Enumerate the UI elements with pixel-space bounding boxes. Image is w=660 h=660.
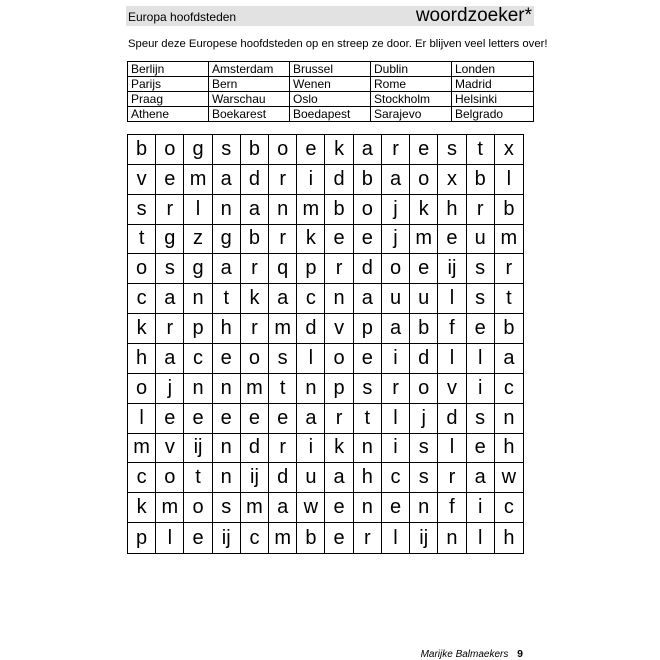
grid-cell[interactable]: m — [269, 523, 297, 553]
grid-cell[interactable]: e — [241, 404, 269, 434]
grid-cell[interactable]: n — [438, 523, 466, 553]
page-header — [126, 6, 534, 26]
grid-cell[interactable]: ij — [438, 254, 466, 284]
grid-cell[interactable]: g — [156, 225, 184, 255]
grid-cell[interactable]: i — [382, 434, 410, 464]
grid-cell[interactable]: j — [410, 404, 438, 434]
grid-cell[interactable]: x — [495, 135, 523, 165]
grid-cell[interactable]: d — [241, 165, 269, 195]
grid-cell[interactable]: a — [156, 344, 184, 374]
grid-cell[interactable]: r — [438, 463, 466, 493]
grid-cell[interactable]: n — [184, 374, 212, 404]
grid-cell[interactable]: a — [495, 344, 523, 374]
grid-cell[interactable]: ij — [410, 523, 438, 553]
grid-cell[interactable]: e — [213, 344, 241, 374]
grid-cell[interactable]: ij — [184, 434, 212, 464]
grid-cell[interactable]: m — [410, 225, 438, 255]
grid-cell[interactable]: n — [325, 284, 353, 314]
grid-cell[interactable]: m — [297, 195, 325, 225]
grid-cell[interactable]: g — [184, 254, 212, 284]
grid-cell[interactable]: e — [325, 493, 353, 523]
instruction-text: Speur deze Europese hoofdsteden op en streep ze door. Er blijven veel letters over! — [128, 38, 548, 50]
grid-cell[interactable]: k — [297, 225, 325, 255]
grid-cell[interactable]: r — [269, 165, 297, 195]
grid-cell[interactable]: f — [438, 493, 466, 523]
word-list-row — [128, 92, 534, 107]
grid-cell[interactable]: r — [269, 434, 297, 464]
grid-cell[interactable]: h — [438, 195, 466, 225]
grid-cell[interactable]: b — [297, 523, 325, 553]
grid-cell[interactable]: b — [325, 195, 353, 225]
word-list-row — [128, 62, 534, 77]
grid-cell[interactable]: t — [495, 284, 523, 314]
grid-cell[interactable]: e — [156, 165, 184, 195]
grid-cell[interactable]: e — [354, 344, 382, 374]
grid-cell[interactable]: r — [241, 314, 269, 344]
grid-cell[interactable]: v — [156, 434, 184, 464]
grid-cell[interactable]: e — [184, 523, 212, 553]
grid-cell[interactable]: i — [467, 493, 495, 523]
grid-cell[interactable]: m — [241, 374, 269, 404]
grid-cell[interactable]: l — [467, 344, 495, 374]
grid-cell[interactable]: r — [156, 195, 184, 225]
grid-cell[interactable]: a — [467, 463, 495, 493]
grid-cell[interactable]: c — [128, 463, 156, 493]
grid-cell[interactable]: i — [382, 344, 410, 374]
grid-cell[interactable]: h — [128, 344, 156, 374]
grid-cell[interactable]: j — [156, 374, 184, 404]
grid-cell[interactable]: w — [495, 463, 523, 493]
word-list-item: Londen — [452, 62, 534, 77]
grid-cell[interactable]: a — [213, 254, 241, 284]
grid-cell[interactable]: s — [269, 344, 297, 374]
page-number: 9 — [517, 648, 523, 660]
word-list-item: Helsinki — [452, 92, 534, 107]
grid-cell[interactable]: b — [495, 195, 523, 225]
grid-cell[interactable]: e — [410, 135, 438, 165]
grid-cell[interactable]: o — [410, 165, 438, 195]
grid-cell[interactable]: a — [241, 195, 269, 225]
grid-cell[interactable]: i — [297, 165, 325, 195]
grid-cell[interactable]: d — [297, 314, 325, 344]
word-list-item: Belgrado — [452, 107, 534, 122]
grid-cell[interactable]: d — [438, 404, 466, 434]
grid-cell[interactable]: o — [241, 344, 269, 374]
grid-cell[interactable]: e — [467, 314, 495, 344]
grid-cell[interactable]: e — [184, 404, 212, 434]
grid-cell[interactable]: q — [269, 254, 297, 284]
grid-cell[interactable]: k — [325, 135, 353, 165]
grid-cell[interactable]: k — [241, 284, 269, 314]
grid-cell[interactable]: n — [297, 374, 325, 404]
grid-cell[interactable]: t — [354, 404, 382, 434]
grid-cell[interactable]: p — [325, 374, 353, 404]
word-list-item: Amsterdam — [209, 62, 290, 77]
grid-cell[interactable]: d — [410, 344, 438, 374]
grid-cell[interactable]: r — [269, 225, 297, 255]
grid-cell[interactable]: k — [410, 195, 438, 225]
grid-cell[interactable]: d — [269, 463, 297, 493]
grid-cell[interactable]: z — [184, 225, 212, 255]
grid-cell[interactable]: s — [354, 374, 382, 404]
grid-cell[interactable]: s — [213, 135, 241, 165]
grid-cell[interactable]: x — [438, 165, 466, 195]
grid-cell[interactable]: s — [213, 493, 241, 523]
grid-cell[interactable]: c — [184, 344, 212, 374]
word-list-item: Warschau — [209, 92, 290, 107]
grid-cell[interactable]: c — [241, 523, 269, 553]
grid-cell[interactable]: o — [184, 493, 212, 523]
grid-cell[interactable]: t — [467, 135, 495, 165]
grid-cell[interactable]: r — [241, 254, 269, 284]
grid-cell[interactable]: n — [184, 284, 212, 314]
grid-cell[interactable]: u — [297, 463, 325, 493]
grid-cell[interactable]: s — [410, 463, 438, 493]
grid-cell[interactable]: a — [269, 493, 297, 523]
word-list-item: Dublin — [371, 62, 452, 77]
grid-cell[interactable]: l — [467, 523, 495, 553]
grid-cell[interactable]: e — [325, 523, 353, 553]
grid-cell[interactable]: c — [382, 463, 410, 493]
grid-cell[interactable]: r — [467, 195, 495, 225]
grid-cell[interactable]: m — [495, 225, 523, 255]
word-list-item: Boekarest — [209, 107, 290, 122]
grid-cell[interactable]: n — [213, 463, 241, 493]
word-list-item: Rome — [371, 77, 452, 92]
grid-cell[interactable]: v — [128, 165, 156, 195]
grid-cell[interactable]: p — [184, 314, 212, 344]
word-list-item: Praag — [128, 92, 209, 107]
grid-cell[interactable]: a — [297, 404, 325, 434]
grid-cell[interactable]: o — [269, 135, 297, 165]
grid-cell[interactable]: b — [354, 165, 382, 195]
word-list-table — [127, 61, 534, 122]
grid-cell[interactable]: a — [354, 284, 382, 314]
grid-cell[interactable]: r — [382, 374, 410, 404]
grid-cell[interactable]: s — [467, 404, 495, 434]
grid-cell[interactable]: r — [325, 404, 353, 434]
grid-cell[interactable]: e — [410, 254, 438, 284]
grid-cell[interactable]: e — [156, 404, 184, 434]
grid-cell[interactable]: b — [467, 165, 495, 195]
grid-cell[interactable]: l — [382, 404, 410, 434]
grid-cell[interactable]: n — [213, 374, 241, 404]
grid-cell[interactable]: o — [325, 344, 353, 374]
word-list-item: Madrid — [452, 77, 534, 92]
grid-cell[interactable]: u — [382, 284, 410, 314]
grid-cell[interactable]: a — [354, 135, 382, 165]
grid-cell[interactable]: m — [156, 493, 184, 523]
footer-author: Marijke Balmaekers — [420, 649, 509, 660]
grid-cell[interactable]: b — [495, 314, 523, 344]
grid-cell[interactable]: a — [156, 284, 184, 314]
grid-cell[interactable]: b — [128, 135, 156, 165]
grid-cell[interactable]: l — [495, 165, 523, 195]
grid-cell[interactable]: o — [382, 254, 410, 284]
header-title: woordzoeker* — [415, 5, 532, 26]
grid-cell[interactable]: f — [438, 314, 466, 344]
grid-cell[interactable]: l — [438, 284, 466, 314]
grid-cell[interactable]: l — [128, 404, 156, 434]
grid-cell[interactable]: n — [354, 434, 382, 464]
grid-cell[interactable]: m — [241, 493, 269, 523]
word-list-item: Stockholm — [371, 92, 452, 107]
grid-cell[interactable]: i — [467, 374, 495, 404]
grid-cell[interactable]: o — [156, 463, 184, 493]
grid-cell[interactable]: n — [410, 493, 438, 523]
grid-cell[interactable]: a — [213, 165, 241, 195]
grid-cell[interactable]: s — [467, 254, 495, 284]
word-list-row — [128, 77, 534, 92]
grid-cell[interactable]: c — [495, 374, 523, 404]
grid-cell[interactable]: r — [495, 254, 523, 284]
grid-cell[interactable]: k — [128, 493, 156, 523]
grid-cell[interactable]: r — [354, 523, 382, 553]
grid-cell[interactable]: b — [410, 314, 438, 344]
word-list-item: Athene — [128, 107, 209, 122]
grid-cell[interactable]: o — [128, 374, 156, 404]
word-list-item: Wenen — [290, 77, 371, 92]
grid-cell[interactable]: p — [354, 314, 382, 344]
grid-cell[interactable]: d — [241, 434, 269, 464]
grid-cell[interactable]: e — [354, 225, 382, 255]
grid-cell[interactable]: e — [297, 135, 325, 165]
grid-cell[interactable]: p — [128, 523, 156, 553]
word-list-item: Berlijn — [128, 62, 209, 77]
grid-cell[interactable]: a — [325, 463, 353, 493]
grid-cell[interactable]: d — [354, 254, 382, 284]
grid-cell[interactable]: n — [354, 493, 382, 523]
grid-cell[interactable]: p — [297, 254, 325, 284]
grid-cell[interactable]: a — [382, 165, 410, 195]
grid-cell[interactable]: m — [269, 314, 297, 344]
grid-cell[interactable]: u — [410, 284, 438, 314]
grid-cell[interactable]: a — [382, 314, 410, 344]
grid-cell[interactable]: s — [438, 135, 466, 165]
grid-cell[interactable]: c — [297, 284, 325, 314]
grid-cell[interactable]: e — [438, 225, 466, 255]
grid-cell[interactable]: r — [325, 254, 353, 284]
grid-cell[interactable]: l — [297, 344, 325, 374]
grid-cell[interactable]: h — [354, 463, 382, 493]
grid-cell[interactable]: w — [297, 493, 325, 523]
grid-cell[interactable]: g — [213, 225, 241, 255]
word-list-item: Sarajevo — [371, 107, 452, 122]
word-list-item: Parijs — [128, 77, 209, 92]
grid-cell[interactable]: n — [213, 195, 241, 225]
grid-cell[interactable]: r — [382, 135, 410, 165]
word-list-item: Bern — [209, 77, 290, 92]
word-list-item: Oslo — [290, 92, 371, 107]
page-footer — [421, 648, 523, 660]
grid-cell[interactable]: o — [410, 374, 438, 404]
grid-cell[interactable]: e — [467, 434, 495, 464]
grid-cell[interactable]: e — [213, 404, 241, 434]
letter-grid — [127, 134, 524, 554]
grid-cell[interactable]: c — [495, 493, 523, 523]
grid-cell[interactable]: s — [156, 254, 184, 284]
grid-cell[interactable]: n — [495, 404, 523, 434]
grid-cell[interactable]: t — [213, 284, 241, 314]
grid-cell[interactable]: o — [354, 195, 382, 225]
grid-cell[interactable]: s — [128, 195, 156, 225]
grid-cell[interactable]: c — [128, 284, 156, 314]
grid-cell[interactable]: m — [128, 434, 156, 464]
grid-cell[interactable]: e — [325, 225, 353, 255]
grid-cell[interactable]: j — [382, 225, 410, 255]
grid-cell[interactable]: r — [156, 314, 184, 344]
grid-cell[interactable]: t — [269, 374, 297, 404]
grid-cell[interactable]: b — [241, 225, 269, 255]
header-subject: Europa hoofdsteden — [128, 10, 237, 24]
grid-cell[interactable]: k — [325, 434, 353, 464]
grid-cell[interactable]: n — [269, 195, 297, 225]
grid-cell[interactable]: i — [297, 434, 325, 464]
grid-cell[interactable]: s — [410, 434, 438, 464]
grid-cell[interactable]: k — [128, 314, 156, 344]
grid-cell[interactable]: e — [269, 404, 297, 434]
grid-cell[interactable]: ij — [241, 463, 269, 493]
grid-cell[interactable]: o — [128, 254, 156, 284]
grid-cell[interactable]: t — [128, 225, 156, 255]
word-list-item: Boedapest — [290, 107, 371, 122]
grid-cell[interactable]: t — [184, 463, 212, 493]
grid-cell[interactable]: l — [438, 344, 466, 374]
grid-cell[interactable]: h — [503, 526, 515, 549]
grid-cell[interactable]: v — [325, 314, 353, 344]
grid-cell[interactable]: l — [156, 523, 184, 553]
grid-cell[interactable]: o — [156, 135, 184, 165]
grid-cell[interactable]: b — [241, 135, 269, 165]
grid-cell[interactable]: ij — [213, 523, 241, 553]
grid-cell[interactable]: u — [467, 225, 495, 255]
grid-cell[interactable]: n — [213, 434, 241, 464]
grid-cell[interactable]: h — [495, 434, 523, 464]
word-list-row — [128, 107, 534, 122]
grid-cell[interactable]: j — [382, 195, 410, 225]
grid-cell[interactable]: l — [382, 523, 410, 553]
grid-cell[interactable]: l — [184, 195, 212, 225]
grid-cell[interactable]: g — [184, 135, 212, 165]
word-list-item: Brussel — [290, 62, 371, 77]
grid-cell[interactable]: d — [325, 165, 353, 195]
grid-cell[interactable]: m — [184, 165, 212, 195]
grid-cell[interactable]: a — [269, 284, 297, 314]
grid-cell[interactable]: l — [438, 434, 466, 464]
grid-cell[interactable]: e — [382, 493, 410, 523]
grid-cell[interactable]: v — [438, 374, 466, 404]
grid-cell[interactable]: h — [213, 314, 241, 344]
grid-cell[interactable]: s — [467, 284, 495, 314]
